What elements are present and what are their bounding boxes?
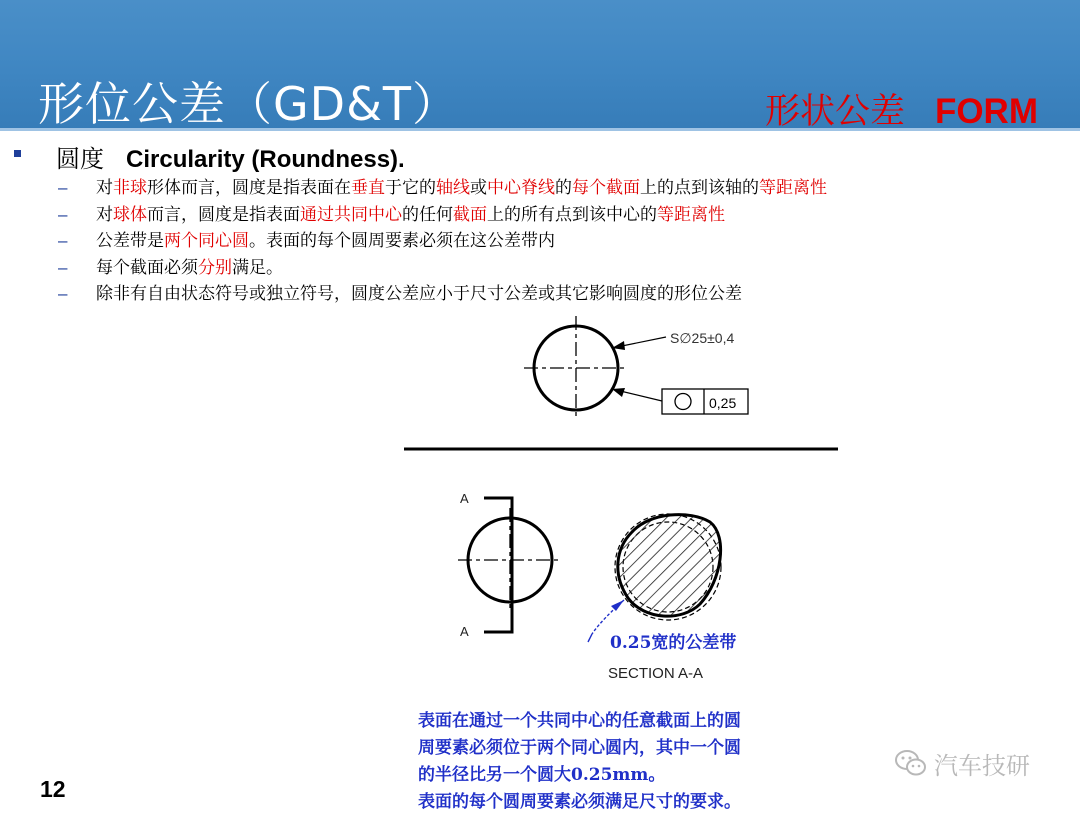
highlight-text: 球体: [113, 204, 147, 225]
item-text: 。表面的每个圆周要素必须在这公差带内: [249, 231, 555, 251]
dimension-label: S∅25±0,4: [670, 330, 735, 346]
item-text: 除非有自由状态符号或独立符号，圆度公差应小于尺寸公差或其它影响圆度的形位公差: [96, 284, 742, 304]
item-text: 公差带是: [96, 231, 164, 251]
explanation-note: [418, 708, 741, 816]
note-line: 的半径比另一个圆大0.25mm。: [418, 765, 666, 785]
item-text: 或: [470, 178, 487, 198]
tolerance-arrowhead: [612, 388, 625, 397]
section-cut-view: [458, 491, 562, 639]
note-line: 周要素必须位于两个同心圆内，其中一个圆: [418, 738, 741, 758]
sphere-top-view: [524, 316, 748, 420]
tolerance-value: 0,25: [709, 395, 737, 411]
highlight-text: 垂直: [351, 178, 385, 198]
hatched-profile: [618, 515, 721, 617]
item-text: 形体而言，圆度是指表面在: [147, 178, 351, 198]
wechat-icon: [894, 748, 928, 778]
page-title: 形位公差（GD&T）: [38, 77, 460, 131]
highlight-text: 等距离性: [759, 178, 827, 198]
subtitle-cn: 形状公差: [764, 92, 905, 132]
item-text: 对: [96, 204, 113, 225]
highlight-text: 非球: [113, 178, 147, 198]
item-text: 的任何: [402, 204, 453, 225]
note-line: 表面在通过一个共同中心的任意截面上的圆: [418, 711, 741, 731]
section-mark-top: A: [460, 491, 469, 506]
item-text: 于它的: [385, 178, 436, 198]
section-label: SECTION A-A: [608, 665, 704, 682]
bullet-heading-cn: 圆度: [56, 145, 104, 173]
section-mark-bottom: A: [460, 624, 469, 639]
section-a-a-view: [588, 514, 736, 682]
watermark-text: 汽车技研: [934, 751, 1030, 780]
dash-bullet-icon: –: [58, 257, 68, 277]
dash-bullet-icon: –: [58, 178, 68, 197]
dash-bullet-icon: –: [58, 231, 68, 250]
highlight-text: 轴线: [436, 178, 470, 198]
watermark: [894, 746, 1030, 780]
dash-bullet-icon: –: [58, 204, 68, 224]
highlight-text: 分别: [198, 257, 232, 278]
highlight-text: 等距离性: [657, 204, 725, 225]
subtitle-en: FORM: [934, 92, 1038, 131]
zone-arrowhead: [611, 600, 624, 611]
highlight-text: 截面: [453, 204, 487, 225]
page-number: 12: [40, 776, 66, 802]
highlight-text: 通过共同中心: [300, 204, 402, 225]
item-text: 对: [96, 178, 113, 198]
bullet-heading-en: Circularity (Roundness).: [126, 146, 405, 173]
item-text: 的: [555, 178, 572, 198]
zone-label: 0.25宽的公差带: [610, 633, 737, 653]
highlight-text: 两个同心圆: [164, 231, 249, 251]
note-line: 表面的每个圆周要素必须满足尺寸的要求。: [418, 792, 741, 812]
item-text: 每个截面必须: [96, 257, 198, 278]
item-text: 而言，圆度是指表面: [147, 204, 300, 225]
item-text: 上的所有点到该中心的: [487, 204, 657, 225]
feature-control-frame: [662, 389, 748, 414]
highlight-text: 每个截面: [572, 178, 640, 198]
item-text: 上的点到该轴的: [640, 178, 759, 198]
item-text: 满足。: [232, 257, 283, 278]
highlight-text: 中心脊线: [487, 178, 555, 198]
dash-bullet-icon: –: [58, 284, 68, 303]
